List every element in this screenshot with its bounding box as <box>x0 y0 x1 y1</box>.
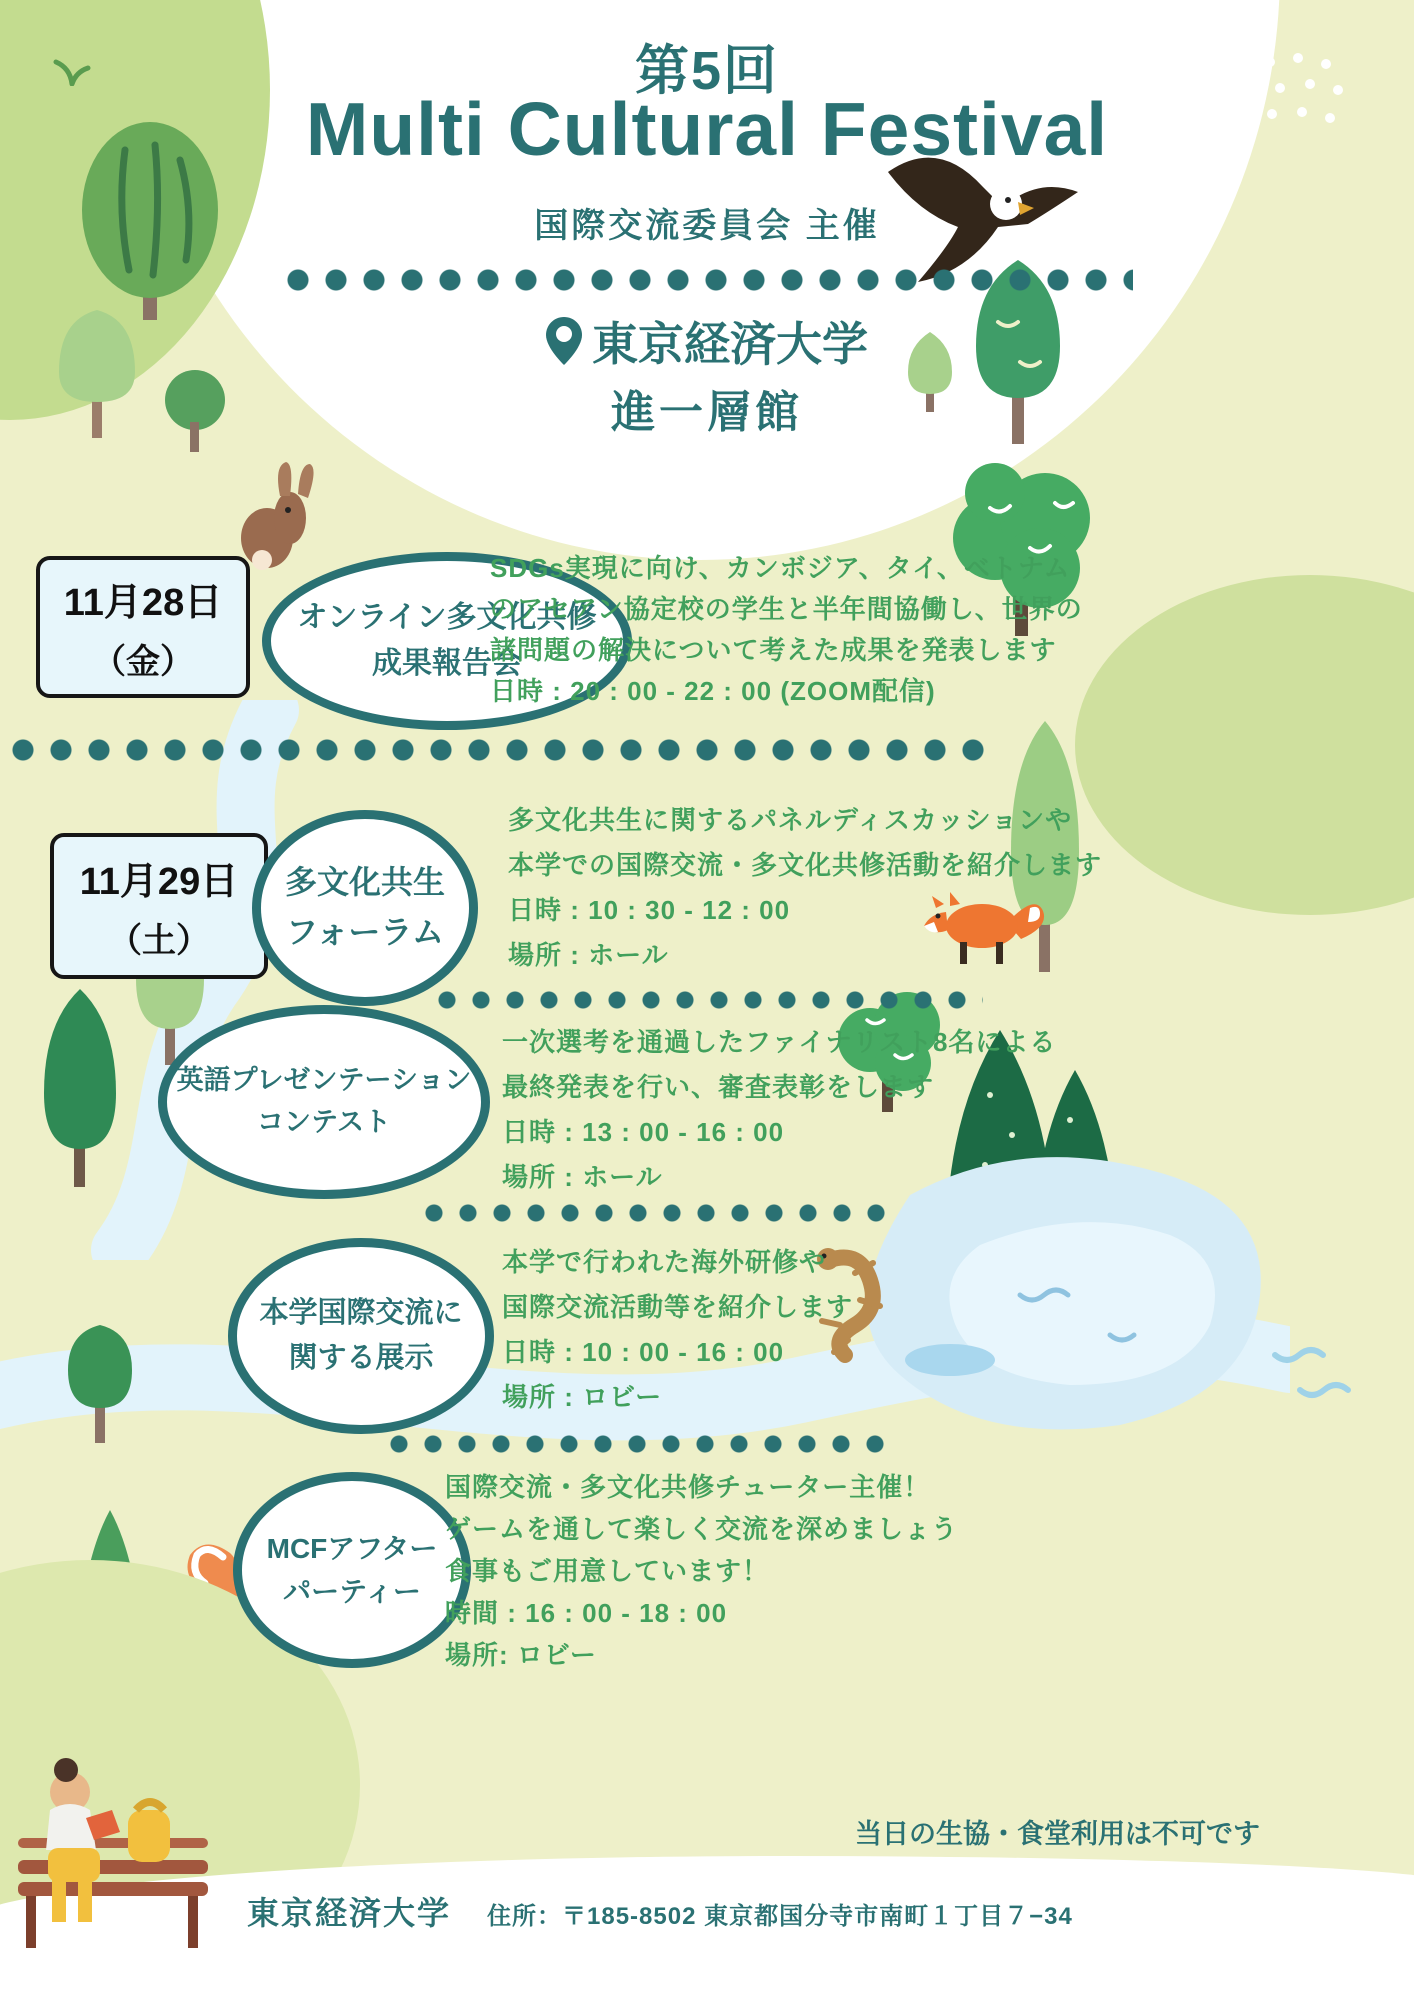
desc-line: 最終発表を行い、審査表彰をします <box>502 1072 935 1102</box>
desc-line: SDGs実現に向け、カンボジア、タイ、ベトナム <box>490 553 1071 583</box>
event-description-5 <box>445 1466 958 1676</box>
date-badge-1128 <box>36 556 250 698</box>
header-dotted-divider <box>287 268 1133 292</box>
desc-line: 国際交流活動等を紹介します <box>502 1292 854 1322</box>
desc-line: 国際交流・多文化共修チューター主催！ <box>445 1472 931 1502</box>
desc-line: 諸問題の解決について考えた成果を発表します <box>490 635 1057 665</box>
desc-line: 日時 : 10 : 30 - 12 : 00 <box>508 895 791 925</box>
event-oval-exhibition <box>228 1238 494 1434</box>
event-oval-afterparty <box>233 1472 471 1668</box>
desc-line: のアセアン協定校の学生と半年間協働し、世界の <box>490 594 1083 624</box>
event-title-line: 多文化共生 <box>284 864 445 901</box>
dotted-divider <box>425 1203 890 1223</box>
footer-university: 東京経済大学 <box>247 1895 452 1931</box>
event-title-line: コンテスト <box>257 1107 391 1137</box>
desc-line: 多文化共生に関するパネルディスカッションや <box>508 805 1073 835</box>
tree-illustration <box>55 1320 145 1445</box>
desc-line: ゲームを通して楽しく交流を深めましょう <box>445 1514 959 1544</box>
event-description-2 <box>508 798 1102 978</box>
tree-illustration <box>30 985 130 1190</box>
venue-name: 東京経済大学 <box>592 318 868 370</box>
date-text: 11月29日 <box>79 861 239 903</box>
day-text: （土） <box>108 922 210 960</box>
event-title-line: 成果報告会 <box>372 647 522 680</box>
event-title-line: MCFアフター <box>266 1532 438 1564</box>
desc-line: 食事もご用意しています！ <box>445 1556 770 1586</box>
desc-line: 場所 : ホール <box>502 1162 663 1192</box>
poster-title: Multi Cultural Festival <box>305 87 1109 171</box>
event-description-3 <box>502 1020 1056 1200</box>
event-title-line: 英語プレゼンテーション <box>176 1065 472 1096</box>
date-badge-1129 <box>50 833 268 979</box>
organizer-label: 国際交流委員会 主催 <box>534 207 880 245</box>
desc-line: 日時 : 13 : 00 - 16 : 00 <box>502 1117 785 1147</box>
desc-line: 場所: ロビー <box>445 1640 597 1670</box>
location-pin-icon <box>546 317 582 365</box>
edition-label: 第5回 <box>634 41 780 101</box>
event-title-line: 本学国際交流に <box>259 1297 463 1330</box>
event-oval-presentation <box>158 1005 490 1199</box>
date-text: 11月28日 <box>63 582 223 624</box>
event-description-1 <box>490 548 1083 712</box>
venue-row <box>0 308 1414 374</box>
event-title-line: 関する展示 <box>288 1342 434 1374</box>
day-text: （金） <box>92 643 194 681</box>
hill-right <box>1075 575 1414 915</box>
venue-building: 進一層館 <box>611 388 803 437</box>
footer-address: 住所：〒185-8502 東京都国分寺市南町１丁目７−34 <box>487 1903 1073 1930</box>
desc-line: 本学での国際交流・多文化共修活動を紹介します <box>508 850 1103 880</box>
event-title-line: フォーラム <box>285 914 445 950</box>
event-description-4 <box>502 1240 853 1420</box>
cafeteria-note: 当日の生協・食堂利用は不可です <box>855 1819 1260 1849</box>
dotted-divider <box>438 990 983 1010</box>
event-title-line: オンライン多文化共修 <box>297 600 597 634</box>
wave-decoration <box>1270 1340 1380 1410</box>
rabbit-illustration <box>232 458 317 573</box>
event-oval-forum <box>252 810 478 1006</box>
desc-line: 時間 : 16 : 00 - 18 : 00 <box>445 1598 728 1628</box>
bench-person-illustration <box>8 1740 218 1955</box>
event-title-line: パーティー <box>283 1576 421 1607</box>
desc-line: 一次選考を通過したファイナリスト8名による <box>502 1027 1057 1057</box>
desc-line: 場所 : ロビー <box>502 1382 663 1412</box>
dotted-divider <box>12 738 987 762</box>
dotted-divider <box>390 1434 885 1454</box>
desc-line: 場所 : ホール <box>508 940 669 970</box>
desc-line: 本学で行われた海外研修や <box>502 1247 827 1277</box>
desc-line: 日時 : 10 : 00 - 16 : 00 <box>502 1337 785 1367</box>
desc-line: 日時 : 20 : 00 - 22 : 00 (ZOOM配信) <box>490 676 936 706</box>
